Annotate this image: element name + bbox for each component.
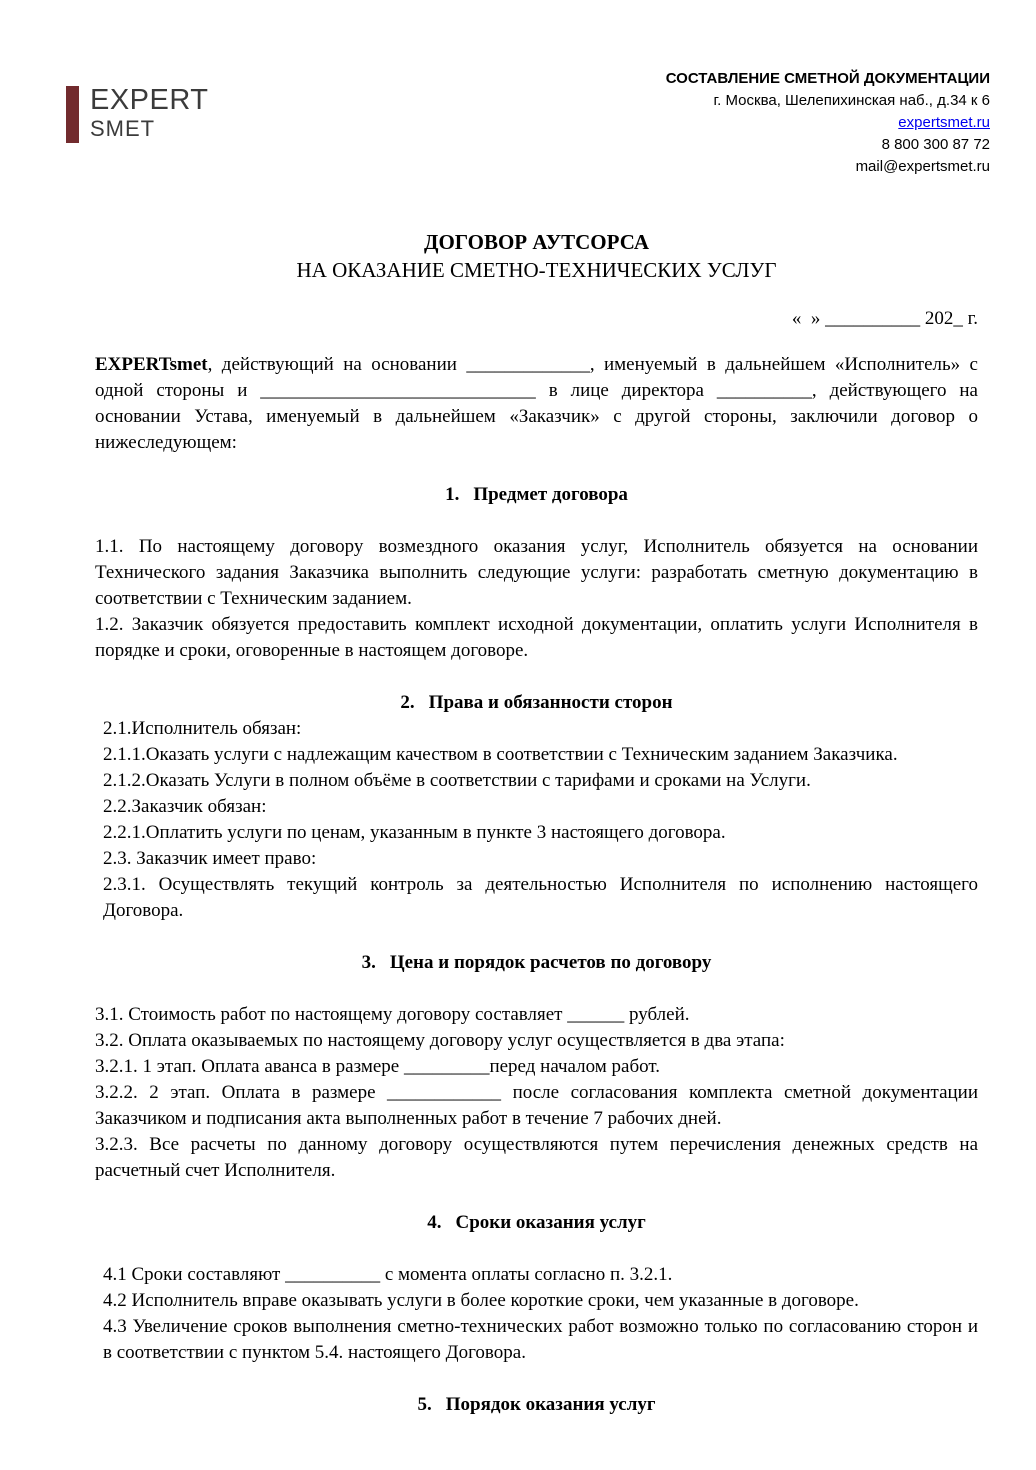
section-service-terms [95, 1210, 978, 1366]
clause-2-1-1: 2.1.1.Оказать услуги с надлежащим качеством в соответствии с Техническим заданием Заказчика. [103, 744, 898, 765]
clause-4-1: 4.1 Сроки составляют __________ с момента оплаты согласно п. 3.2.1. [103, 1264, 673, 1285]
section-rights-obligations [95, 690, 978, 924]
section-3-title-text: Цена и порядок расчетов по договору [389, 952, 712, 973]
clause-2-2-1: 2.2.1.Оплатить услуги по ценам, указанным в пункте 3 настоящего договора. [103, 822, 726, 843]
section-5-heading [95, 1392, 978, 1418]
preamble-text: , действующий на основании _____________, именуемый в дальнейшем «Исполнитель» с одной стороны и _____________________________ в лице директора __________, действующего на основании Устава, именуемый в дальнейшем «Заказчик» с другой стороны, заключили договор о нижеследующем: [95, 354, 978, 453]
clause-2-3: 2.3. Заказчик имеет право: [103, 848, 317, 869]
section-4-number: 4. [427, 1212, 442, 1233]
clause-2-1: 2.1.Исполнитель обязан: [103, 718, 302, 739]
clause-2-2: 2.2.Заказчик обязан: [103, 796, 267, 817]
preamble-paragraph [95, 352, 978, 456]
clause-4-2: 4.2 Исполнитель вправе оказывать услуги в более короткие сроки, чем указанные в договоре. [103, 1290, 859, 1311]
company-logo [66, 86, 209, 143]
section-2-number: 2. [400, 692, 415, 713]
section-1-heading [95, 482, 978, 508]
section-4-heading [95, 1210, 978, 1236]
contact-email: mail@expertsmet.ru [855, 158, 990, 175]
contact-phone: 8 800 300 87 72 [881, 136, 990, 153]
section-2-heading [95, 690, 978, 716]
date-blank-line: « » __________ 202_ г. [791, 308, 978, 329]
section-1-number: 1. [445, 484, 460, 505]
clause-3-1: 3.1. Стоимость работ по настоящему договору составляет ______ рублей. [95, 1004, 690, 1025]
contact-block [666, 68, 990, 178]
contact-address: г. Москва, Шелепихинская наб., д.34 к 6 [713, 92, 990, 109]
section-5-title-text: Порядок оказания услуг [445, 1394, 656, 1415]
clause-3-2-1: 3.2.1. 1 этап. Оплата аванса в размере _________перед началом работ. [95, 1056, 661, 1077]
document-title-line1: ДОГОВОР АУТСОРСА [424, 230, 649, 254]
logo-text [90, 86, 209, 143]
section-1-title-text: Предмет договора [473, 484, 628, 505]
section-subject [95, 482, 978, 664]
section-4-title-text: Сроки оказания услуг [455, 1212, 646, 1233]
clause-3-2-2: 3.2.2. 2 этап. Оплата в размере ____________ после согласования комплекта сметной документации Заказчиком и подписания акта выполненных работ в течение 7 рабочих дней. [95, 1082, 978, 1129]
website-link[interactable]: expertsmet.ru [898, 114, 990, 131]
document-title [95, 228, 978, 284]
section-3-heading [95, 950, 978, 976]
contractor-name: EXPERTsmet [95, 354, 208, 375]
clause-3-2: 3.2. Оплата оказываемых по настоящему договору услуг осуществляется в два этапа: [95, 1030, 785, 1051]
contact-tagline: СОСТАВЛЕНИЕ СМЕТНОЙ ДОКУМЕНТАЦИИ [665, 70, 990, 87]
section-5-number: 5. [417, 1394, 432, 1415]
clause-2-1-2: 2.1.2.Оказать Услуги в полном объёме в соответствии с тарифами и сроками на Услуги. [103, 770, 811, 791]
clause-4-3: 4.3 Увеличение сроков выполнения сметно-технических работ возможно только по согласованию сторон и в соответствии с пунктом 5.4. настоящего Договора. [103, 1316, 978, 1363]
document-title-line2: НА ОКАЗАНИЕ СМЕТНО-ТЕХНИЧЕСКИХ УСЛУГ [296, 258, 777, 282]
page-header [0, 0, 1036, 178]
logo-brand-bar [66, 86, 79, 143]
section-2-title-text: Права и обязанности сторон [428, 692, 673, 713]
section-price-payments [95, 950, 978, 1184]
section-service-procedure [95, 1392, 978, 1418]
clause-3-2-3: 3.2.3. Все расчеты по данному договору осуществляются путем перечисления денежных средств на расчетный счет Исполнителя. [95, 1134, 978, 1181]
clause-2-3-1: 2.3.1. Осуществлять текущий контроль за деятельностью Исполнителя по исполнению настоящего Договора. [103, 874, 978, 921]
section-3-number: 3. [361, 952, 376, 973]
contract-body [0, 228, 1036, 1418]
clause-1-2: 1.2. Заказчик обязуется предоставить комплект исходной документации, оплатить услуги Исполнителя в порядке и сроки, оговоренные в настоящем договоре. [95, 614, 978, 661]
logo-text-expert: EXPERT [90, 84, 209, 116]
clause-1-1: 1.1. По настоящему договору возмездного оказания услуг, Исполнитель обязуется на основании Технического задания Заказчика выполнить следующие услуги: разработать сметную документацию в соответствии с Техническим заданием. [95, 536, 978, 609]
logo-text-smet: SMET [90, 116, 156, 141]
